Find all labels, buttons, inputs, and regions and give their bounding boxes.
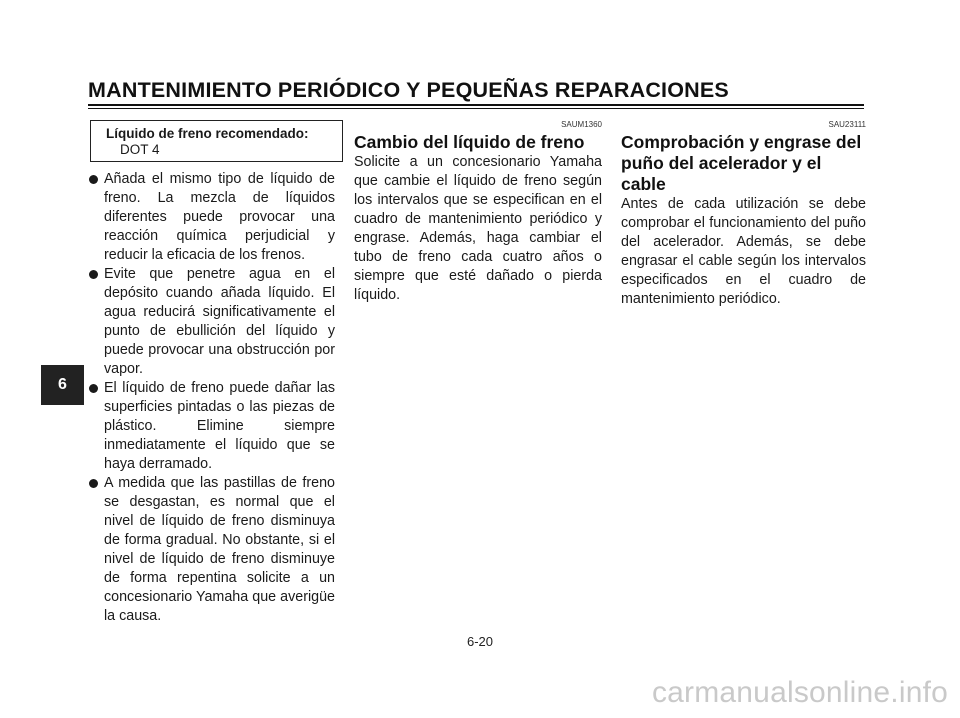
section-code: SAU23111 <box>828 120 866 129</box>
page-number: 6-20 <box>466 634 494 649</box>
section-body: Antes de cada utilización se debe comprobar el funcionamiento del puño del acelerador. Además, se debe engrasar el cable según los intervalos especificados en el cuadro de mantenimiento periódico. <box>621 196 866 307</box>
bullet-item: Añada el mismo tipo de líquido de freno. La mezcla de líquidos diferentes puede provocar una reacción química perjudicial y reducir la eficacia de los frenos. <box>88 170 335 265</box>
chapter-tab: 6 <box>41 365 84 405</box>
bullet-list <box>88 170 335 626</box>
middle-column <box>354 120 602 305</box>
bullet-item: Evite que penetre agua en el depósito cuando añada líquido. El agua reducirá significativamente el punto de ebullición del líquido y puede provocar una obstrucción por vapor. <box>88 265 335 379</box>
spec-box <box>90 120 343 162</box>
section-title: Cambio del líquido de freno <box>354 132 585 152</box>
left-column <box>88 120 335 626</box>
bullet-item: El líquido de freno puede dañar las superficies pintadas o las piezas de plástico. Elimine siempre inmediatamente el líquido que se haya derramado. <box>88 379 335 474</box>
section-body: Solicite a un concesionario Yamaha que cambie el líquido de freno según los intervalos que se especifican en el cuadro de mantenimiento periódico y engrase. Además, haga cambiar el tubo de freno cada cuatro años o siempre que esté dañado o pierda líquido. <box>354 154 602 303</box>
right-column <box>621 120 866 309</box>
spec-title: Líquido de freno recomendado: <box>106 126 309 141</box>
watermark: carmanualsonline.info <box>651 676 948 709</box>
section-title: Comprobación y engrase del puño del acelerador y el cable <box>621 132 862 194</box>
header-rule-thick <box>88 104 864 106</box>
page-header-title: MANTENIMIENTO PERIÓDICO Y PEQUEÑAS REPARACIONES <box>88 78 729 102</box>
spec-value: DOT 4 <box>120 142 160 157</box>
bullet-item: A medida que las pastillas de freno se desgastan, es normal que el nivel de líquido de freno disminuya de forma gradual. No obstante, si el nivel de líquido de freno disminuye de forma repentina solicite a un concesionario Yamaha que averigüe la causa. <box>88 474 335 626</box>
section-code: SAUM1360 <box>561 120 602 129</box>
header-rule-thin <box>88 108 864 109</box>
